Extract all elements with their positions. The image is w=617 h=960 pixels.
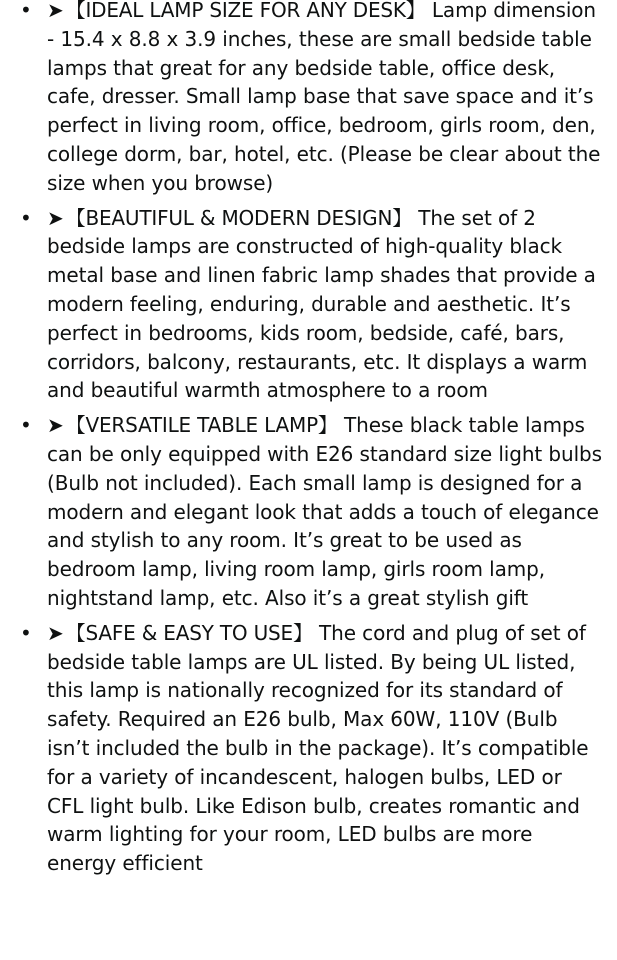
feature-title: 【IDEAL LAMP SIZE FOR ANY DESK】 (65, 0, 426, 22)
arrow-icon: ➤ (47, 0, 64, 22)
feature-item-ideal-lamp-size (20, 0, 603, 198)
feature-title: 【SAFE & EASY TO USE】 (65, 620, 313, 645)
feature-text: The cord and plug of set of bedside table lamps are UL listed. By being UL listed, this lamp is nationally recognized for its standard of safety. Required an E26 bulb, Max 60W, 110V (Bulb isn’t included the bulb in the package). It’s compatible for a variety of incandescent, halogen bulbs, LED or CFL light bulb. Like Edison bulb, creates romantic and warm lighting for your room, LED bulbs are more energy efficient (47, 620, 589, 876)
feature-text: Lamp dimension - 15.4 x 8.8 x 3.9 inches, these are small bedside table lamps that great for any bedside table, office desk, cafe, dresser. Small lamp base that save space and it’s perfect in living room, office, bedroom, girls room, den, college dorm, bar, hotel, etc. (Please be clear about the size when you browse) (47, 0, 601, 195)
feature-title: 【BEAUTIFUL & MODERN DESIGN】 (65, 205, 413, 230)
bullet-dot-icon: • (20, 0, 32, 22)
feature-item-versatile-table-lamp (20, 411, 603, 613)
feature-item-beautiful-modern-design (20, 204, 603, 406)
bullet-dot-icon: • (20, 620, 32, 645)
arrow-icon: ➤ (47, 413, 64, 438)
feature-item-safe-easy-to-use (20, 619, 603, 878)
feature-text: The set of 2 bedside lamps are constructed of high-quality black metal base and linen fabric lamp shades that provide a modern feeling, enduring, durable and aesthetic. It’s perfect in bedrooms, kids room, bedside, café, bars, corridors, balcony, restaurants, etc. It displays a warm and beautiful warmth atmosphere to a room (47, 205, 596, 403)
arrow-icon: ➤ (47, 620, 64, 645)
feature-title: 【VERSATILE TABLE LAMP】 (65, 413, 338, 438)
arrow-icon: ➤ (47, 205, 64, 230)
feature-text: These black table lamps can be only equipped with E26 standard size light bulbs (Bulb not included). Each small lamp is designed for a modern and elegant look that adds a touch of elegance and stylish to any room. It’s great to be used as bedroom lamp, living room lamp, girls room lamp, nightstand lamp, etc. Also it’s a great stylish gift (47, 413, 602, 610)
bullet-dot-icon: • (20, 413, 32, 438)
bullet-dot-icon: • (20, 205, 32, 230)
